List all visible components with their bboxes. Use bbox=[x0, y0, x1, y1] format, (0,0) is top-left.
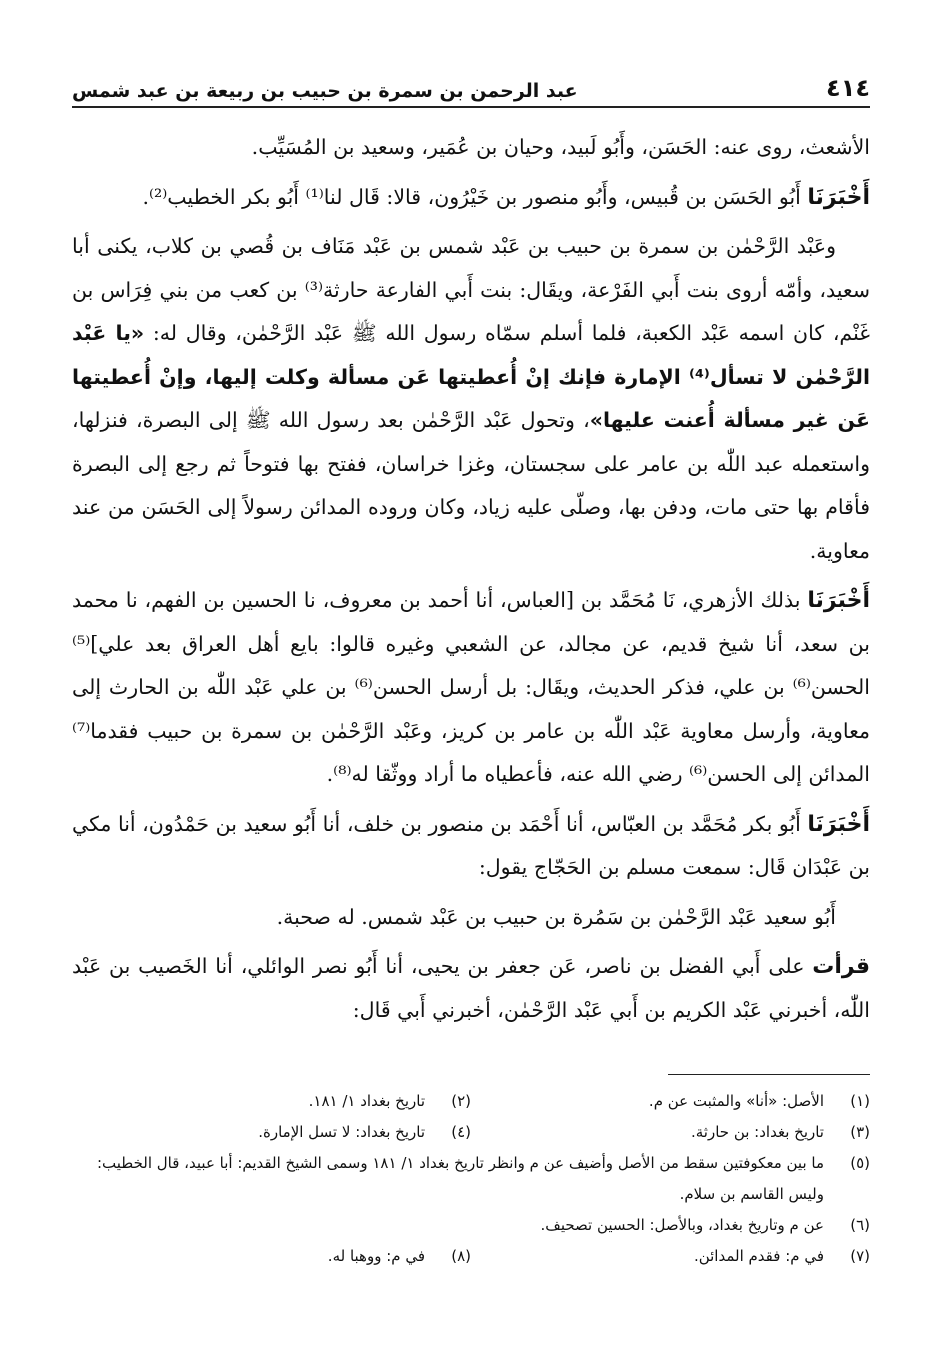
footnote-2 bbox=[72, 1086, 471, 1117]
footnote-text: الأصل: «أنا» والمثبت عن م. bbox=[648, 1092, 824, 1110]
paragraph-6-text: أَبُو سعيد عَبْد الرَّحْمٰن بن سَمُرة بن حبيب بن عَبْد شمس. له صحبة. bbox=[276, 904, 836, 929]
main-text bbox=[72, 126, 870, 1032]
footnote-row bbox=[72, 1117, 870, 1148]
footnote-8 bbox=[72, 1241, 471, 1272]
footnote-separator bbox=[668, 1074, 870, 1075]
paragraph-2 bbox=[72, 176, 870, 220]
footnote-number: (٨) bbox=[451, 1247, 471, 1265]
narration-keyword: أَخْبَرَنَا bbox=[807, 184, 870, 210]
paragraph-7-text: على أَبي الفضل بن ناصر، عَن جعفر بن يحيى، أنا أَبُو نصر الوائلي، أنا الخَصيب بن عَبْد اللّٰه، أخبرني عَبْد الكريم بن أَبي عَبْد الرَّحْمٰن، أخبرني أَبي قَال: bbox=[72, 954, 870, 1022]
footnote-4 bbox=[72, 1117, 471, 1148]
footnote-row bbox=[72, 1086, 870, 1117]
footnote-7 bbox=[471, 1241, 870, 1272]
paragraph-3-text-a: وعَبْد الرَّحْمٰن بن سمرة بن حبيب بن عَبْد شمس بن عَبْد مَنَاف بن قُصي بن كلاب، يكنى أبا سعيد، وأمّه أروى بنت أَبي الفَرْعة، ويقَال: بنت أَبي الفارعة حارثة⁽³⁾ بن كعب من بني فِرَاس بن غَنْم، كان اسمه عَبْد الكعبة، فلما أسلم سمّاه رسول الله ﷺ عَبْد الرَّحْمٰن، وقال له: bbox=[72, 234, 870, 345]
footnote-row bbox=[72, 1210, 870, 1241]
running-title: عبد الرحمن بن سمرة بن حبيب بن ربيعة بن عبد شمس bbox=[72, 80, 578, 102]
footnote-row bbox=[72, 1241, 870, 1272]
footnote-text: تاريخ بغداد: بن حارثة. bbox=[690, 1123, 824, 1141]
footnote-text: عن م وتاريخ بغداد، وبالأصل: الحسين تصحيف. bbox=[540, 1216, 824, 1234]
footnote-row bbox=[72, 1148, 870, 1210]
footnote-6 bbox=[72, 1210, 870, 1241]
paragraph-4 bbox=[72, 579, 870, 797]
page-header bbox=[72, 62, 870, 108]
paragraph-7 bbox=[72, 945, 870, 1032]
narration-keyword: أَخْبَرَنَا bbox=[807, 811, 870, 837]
footnotes bbox=[72, 1086, 870, 1272]
narration-keyword: قرأت bbox=[812, 954, 870, 979]
paragraph-5 bbox=[72, 803, 870, 890]
paragraph-5-text: أَبُو بكر مُحَمَّد بن العبّاس، أنا أَحْمَد بن منصور بن خلف، أنا أَبُو سعيد بن حَمْدُون، أنا مكي بن عَبْدَان قَال: سمعت مسلم بن الحَجّاج يقول: bbox=[72, 811, 870, 879]
paragraph-3-text-b: ، وتحول عَبْد الرَّحْمٰن بعد رسول الله ﷺ إلى البصرة، فنزلها، واستعمله عبد اللّٰه بن عامر على سجستان، وغزا خراسان، ففتح بها فتوحاً ثم رجع إلى البصرة فأقام بها حتى مات، ودفن بها، وصلّى عليه زياد، وكان وروده المدائن رسولاً إلى الحَسَن من عند معاوية. bbox=[72, 408, 870, 563]
paragraph-1 bbox=[72, 126, 870, 170]
hadith-quote: «يا عَبْد الرَّحْمٰن لا تسأل⁽⁴⁾ الإمارة فإنك إنْ أُعطيتها عَن مسألة وكلت إليها، وإنْ أُعطيتها عَن غير مسألة أُعنت عليها» bbox=[72, 321, 871, 432]
footnote-text: ما بين معكوفتين سقط من الأصل وأضيف عن م وانظر تاريخ بغداد ١/ ١٨١ وسمى الشيخ القديم: أبا عبيد، قال الخطيب: وليس القاسم بن سلام. bbox=[96, 1154, 824, 1203]
footnote-text: تاريخ بغداد: لا تسل الإمارة. bbox=[258, 1123, 425, 1141]
footnote-number: (٧) bbox=[850, 1247, 870, 1265]
footnote-number: (١) bbox=[850, 1092, 870, 1110]
footnote-1 bbox=[471, 1086, 870, 1117]
paragraph-3 bbox=[72, 225, 870, 573]
paragraph-2-text: أَبُو الحَسَن بن قُبيس، وأَبُو منصور بن خَيْرُون، قالا: قَال لنا⁽¹⁾ أَبُو بكر الخطيب⁽²⁾. bbox=[142, 184, 808, 209]
footnote-number: (٣) bbox=[850, 1123, 870, 1141]
footnote-number: (٢) bbox=[451, 1092, 471, 1110]
paragraph-1-text: الأشعث، روى عنه: الحَسَن، وأَبُو لَبيد، وحيان بن عُمَير، وسعيد بن المُسَيِّب. bbox=[251, 135, 870, 159]
footnote-number: (٤) bbox=[451, 1123, 471, 1141]
footnote-number: (٦) bbox=[850, 1216, 870, 1234]
narration-keyword: أَخْبَرَنَا bbox=[807, 588, 870, 613]
footnote-number: (٥) bbox=[850, 1154, 870, 1172]
page-number: ٤١٤ bbox=[826, 74, 870, 102]
footnote-text: تاريخ بغداد ١/ ١٨١. bbox=[308, 1092, 425, 1110]
footnote-5 bbox=[72, 1148, 870, 1210]
paragraph-6 bbox=[72, 896, 870, 940]
footnote-3 bbox=[471, 1117, 870, 1148]
footnote-text: في م: فقدم المدائن. bbox=[693, 1247, 824, 1265]
paragraph-4-text: بذلك الأزهري، نَا مُحَمَّد بن [العباس، أنا أحمد بن معروف، نا الحسين بن الفهم، نا محمد بن سعد، أنا شيخ قديم، عن مجالد، عن الشعبي وغيره قالوا: بايع أهل العراق بعد علي]⁽⁵⁾ الحسن⁽⁶⁾ بن علي، فذكر الحديث، ويقَال: بل أرسل الحسن⁽⁶⁾ بن علي عَبْد اللّٰه بن الحارث إلى معاوية، وأرسل معاوية عَبْد اللّٰه بن عامر بن كريز، وعَبْد الرَّحْمٰن بن سمرة بن حبيب فقدما⁽⁷⁾ المدائن إلى الحسن⁽⁶⁾ رضي الله عنه، فأعطياه ما أراد ووثّقا له⁽⁸⁾. bbox=[72, 588, 870, 786]
footnote-text: في م: ووهبا له. bbox=[327, 1247, 425, 1265]
